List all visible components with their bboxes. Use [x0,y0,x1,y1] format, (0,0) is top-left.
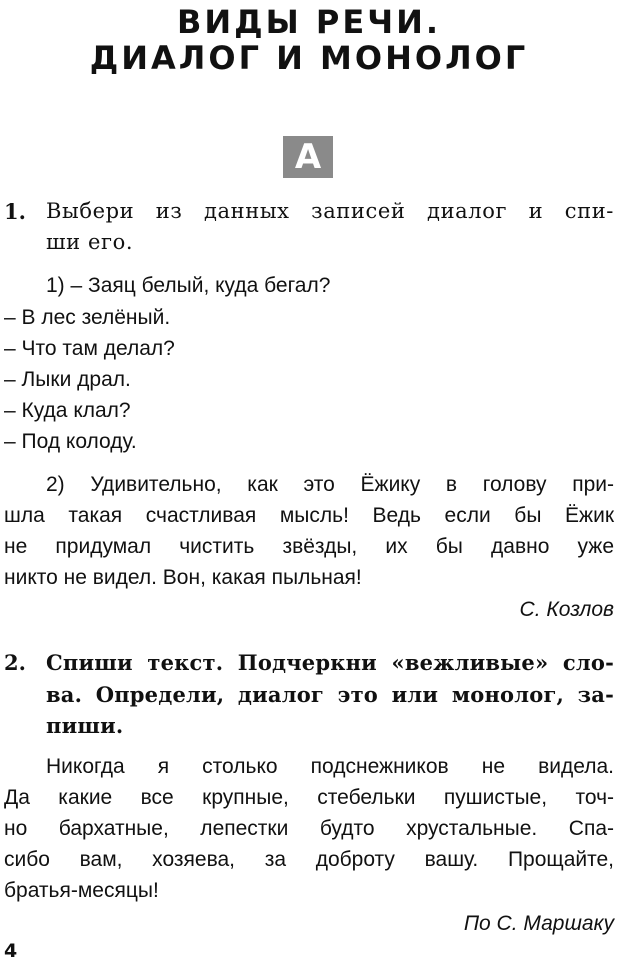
monolog-line-1: 2) Удивительно, как это Ёжику в голову при- [46,473,614,496]
page-title-line-1: ВИДЫ РЕЧИ. [176,3,442,41]
dialog-line-2: – В лес зелёный. [4,306,171,329]
task-2-instruction-line-3: пиши. [46,713,124,738]
task-2-instruction-line-1: Спиши текст. Подчеркни «вежливые» сло- [46,650,614,675]
dialog-line-4: – Лыки драл. [4,368,131,391]
monolog-line-3: не придумал чистить звёзды, их бы давно уже [4,535,614,558]
page-number: 4 [4,940,18,962]
task-2-number: 2. [4,650,26,675]
task-2-text-line-2: Да какие все крупные, стебельки пушистые, точ- [4,786,614,809]
page-title-line-2: ДИАЛОГ И МОНОЛОГ [89,39,529,77]
task-1-instruction-line-2: ши его. [46,230,134,254]
task-2-author: По С. Маршаку [463,912,614,935]
dialog-line-6: – Под колоду. [4,430,137,453]
section-badge: А [283,136,333,178]
task-2-text-line-1: Никогда я столько подснежников не видела. [46,755,614,778]
dialog-line-1: 1) – Заяц белый, куда бегал? [46,274,331,297]
task-2-text-line-3: но бархатные, лепестки будто хрустальные. Спа- [4,817,614,840]
task-2-instruction-line-2: ва. Определи, диалог это или монолог, за- [46,682,614,707]
task-1-instruction-line-1: Выбери из данных записей диалог и спи- [46,199,614,223]
dialog-line-3: – Что там делал? [4,337,175,360]
task-2-text-line-4: сибо вам, хозяева, за доброту вашу. Прощайте, [4,848,614,871]
monolog-line-2: шла такая счастливая мысль! Ведь если бы Ёжик [4,504,614,527]
dialog-line-5: – Куда клал? [4,399,131,422]
task-1-number: 1. [4,199,26,224]
task-2-text-line-5: братья-месяцы! [4,879,159,902]
task-1-author: С. Козлов [519,598,614,621]
monolog-line-4: никто не видел. Вон, какая пыльная! [4,566,362,589]
